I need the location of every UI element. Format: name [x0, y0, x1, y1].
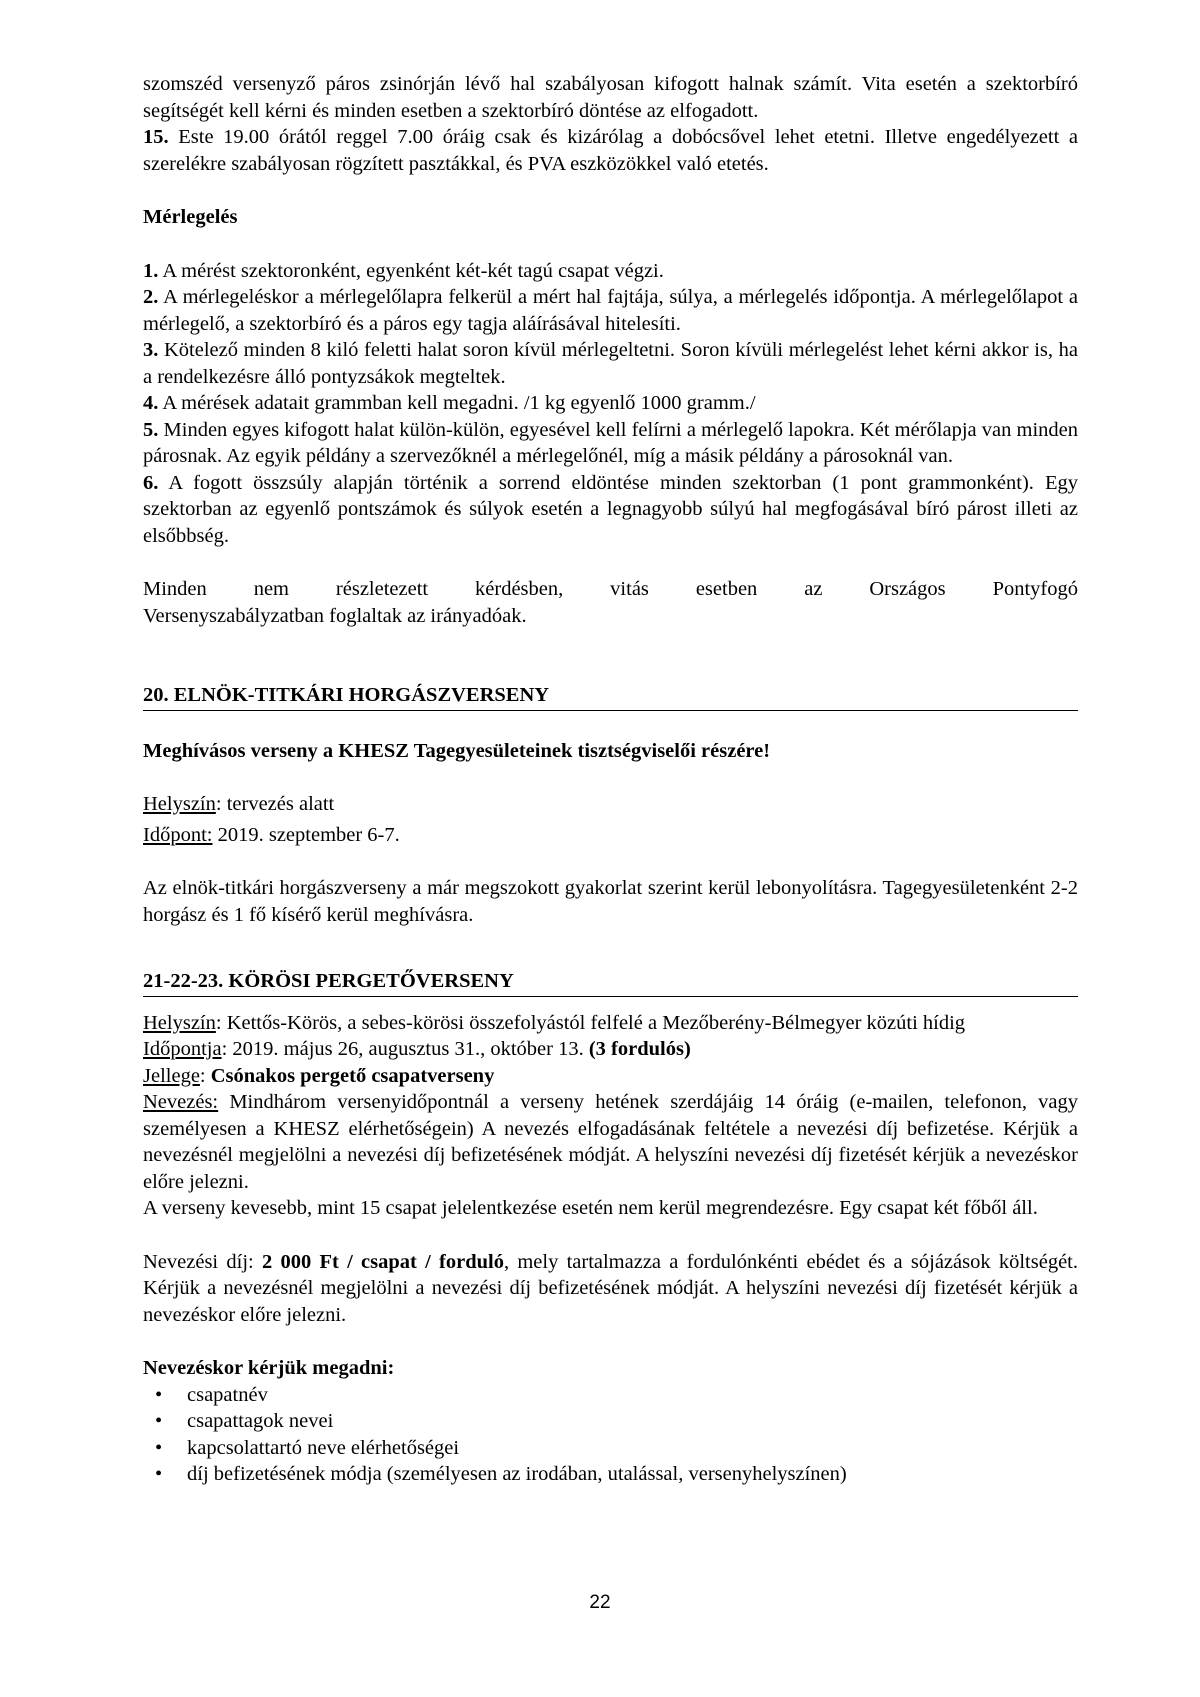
- section-21-minimum: A verseny kevesebb, mint 15 csapat jelelentkezése esetén nem kerül megrendezésre. Egy csapat két főből áll.: [143, 1197, 1038, 1219]
- rule-15-number: 15.: [143, 126, 169, 148]
- bullet-icon: •: [155, 1463, 163, 1485]
- item-text: Minden egyes kifogott halat külön-külön, egyesével kell felírni a mérlegelő lapokra. Két mérőlapja van minden párosnak. Az egyik példány a szervezőknél a mérlegelőnél, míg a másik példány a párosoknál van.: [143, 418, 1078, 467]
- merlegeles-list: [143, 258, 1078, 550]
- section-20-heading: 20. ELNÖK-TITKÁRI HORGÁSZVERSENY: [143, 682, 1078, 711]
- idopontja-label: Időpontja: [143, 1038, 222, 1060]
- section-20-subtitle: Meghívásos verseny a KHESZ Tagegyesületeinek tisztségviselői részére!: [143, 739, 771, 762]
- closing-line-1: Minden nem részletezett kérdésben, vitás esetben az Országos Pontyfogó: [143, 578, 1078, 600]
- page-number: 22: [589, 1592, 611, 1613]
- section-20-idopont: [143, 822, 1078, 849]
- section-21-fee: [143, 1249, 1078, 1329]
- section-20-paragraph: Az elnök-titkári horgászverseny a már megszokott gyakorlat szerint kerül lebonyolításra. Tagegyesületenként 2-2 horgász és 1 fő kísérő kerül meghívásra.: [143, 877, 1078, 926]
- merlegeles-item-1: [143, 258, 1078, 285]
- section-21-list-title: Nevezéskor kérjük megadni:: [143, 1357, 395, 1379]
- list-item-text: kapcsolattartó neve elérhetőségei: [187, 1436, 460, 1459]
- fee-amount: 2 000 Ft / csapat / forduló: [261, 1250, 504, 1273]
- fee-prefix: Nevezési díj:: [143, 1250, 262, 1273]
- page-content: [143, 71, 1078, 1488]
- item-number: 5.: [143, 418, 159, 441]
- bullet-icon: •: [155, 1410, 163, 1432]
- idopontja-rounds: (3 fordulós): [588, 1038, 691, 1060]
- intro-paragraph: szomszéd versenyző páros zsinórján lévő hal szabályosan kifogott halnak számít. Vita esetén a szektorbíró segítségét kell kérni és minden esetben a szektorbíró döntése az elfogadott.: [143, 73, 1078, 122]
- helyszin-value: : tervezés alatt: [215, 793, 335, 815]
- closing-line-2: Versenyszabályzatban foglaltak az irányadóak.: [143, 604, 527, 627]
- helyszin-value: : Kettős-Körös, a sebes-körösi összefolyástól felfelé a Mezőberény-Bélmegyer közúti hídig: [215, 1011, 966, 1034]
- list-item-text: díj befizetésének módja (személyesen az irodában, utalással, versenyhelyszínen): [187, 1463, 847, 1485]
- item-number: 1.: [143, 259, 159, 282]
- bullet-icon: •: [155, 1436, 163, 1459]
- section-20-helyszin: [143, 791, 1078, 818]
- list-item: [143, 1408, 1078, 1435]
- helyszin-label: Helyszín: [143, 793, 216, 815]
- item-text: A mérések adatait grammban kell megadni. /1 kg egyenlő 1000 gramm./: [158, 392, 756, 414]
- section-21-helyszin: [143, 1010, 1078, 1037]
- nevezes-label: Nevezés:: [143, 1091, 219, 1113]
- item-number: 3.: [143, 339, 159, 361]
- section-21-nevezes: [143, 1089, 1078, 1195]
- merlegeles-title: Mérlegelés: [143, 206, 238, 228]
- list-item: [143, 1382, 1078, 1409]
- jellege-value: Csónakos pergető csapatverseny: [210, 1064, 495, 1087]
- list-item-text: csapatnév: [187, 1383, 268, 1406]
- merlegeles-item-2: [143, 284, 1078, 337]
- nevezes-requirements-list: [143, 1382, 1078, 1488]
- list-item: [143, 1435, 1078, 1462]
- item-text: A mérést szektoronként, egyenként két-két tagú csapat végzi.: [158, 259, 664, 282]
- idopont-label: Időpont:: [143, 823, 213, 846]
- helyszin-label: Helyszín: [143, 1011, 216, 1034]
- section-21-idopontja: [143, 1036, 1078, 1063]
- bullet-icon: •: [155, 1383, 163, 1406]
- item-text: Kötelező minden 8 kiló feletti halat soron kívül mérlegeltetni. Soron kívüli mérlegelést lehet kérni akkor is, ha a rendelkezésre álló pontyzsákok megteltek.: [143, 339, 1078, 388]
- nevezes-value: Mindhárom versenyidőpontnál a verseny hetének szerdájáig 14 óráig (e-mailen, telefonon, vagy személyesen a KHESZ elérhetőségein) A nevezés elfogadásának feltétele a nevezési díj befizetése. Kérjük a nevezésnél megjelölni a nevezési díj befizetésének módját. A helyszíni nevezési díj fizetését kérjük a nevezéskor előre jelezni.: [143, 1091, 1078, 1193]
- section-21-heading: 21-22-23. KÖRÖSI PERGETŐVERSENY: [143, 968, 1078, 997]
- merlegeles-item-5: [143, 417, 1078, 470]
- section-21-jellege: [143, 1063, 1078, 1090]
- idopont-value: 2019. szeptember 6-7.: [212, 823, 400, 846]
- merlegeles-item-6: [143, 470, 1078, 550]
- fee-description: , mely tartalmazza a fordulónkénti ebédet és a sójázások költségét. Kérjük a nevezésnél megjelölni a nevezési díj befizetésének módját. A helyszíni nevezési díj fizetését kérjük a nevezéskor előre jelezni.: [143, 1250, 1078, 1326]
- rule-15: [143, 124, 1078, 177]
- merlegeles-item-3: [143, 337, 1078, 390]
- merlegeles-item-4: [143, 390, 1078, 417]
- list-item-text: csapattagok nevei: [187, 1410, 334, 1432]
- rule-15-text: Este 19.00 órától reggel 7.00 óráig csak és kizárólag a dobócsővel lehet etetni. Illetve engedélyezett a szerelékre szabályosan rögzített pasztákkal, és PVA eszközökkel való etetés.: [143, 126, 1078, 175]
- jellege-separator: :: [199, 1064, 211, 1087]
- item-text: A fogott összsúly alapján történik a sorrend eldöntése minden szektorban (1 pont grammonként). Egy szektorban az egyenlő pontszámok és súlyok esetén a legnagyobb súlyú hal megfogásával bíró párost illeti az elsőbbség.: [143, 471, 1078, 547]
- item-number: 6.: [143, 471, 159, 494]
- item-text: A mérlegeléskor a mérlegelőlapra felkerül a mért hal fajtája, súlya, a mérlegelés időpontja. A mérlegelőlapot a mérlegelő, a szektorbíró és a páros egy tagja aláírásával hitelesíti.: [143, 286, 1078, 335]
- list-item: [143, 1461, 1078, 1488]
- item-number: 2.: [143, 286, 159, 308]
- item-number: 4.: [143, 392, 159, 414]
- jellege-label: Jellege: [143, 1064, 200, 1087]
- idopontja-value: : 2019. május 26, augusztus 31., október 13.: [221, 1038, 589, 1060]
